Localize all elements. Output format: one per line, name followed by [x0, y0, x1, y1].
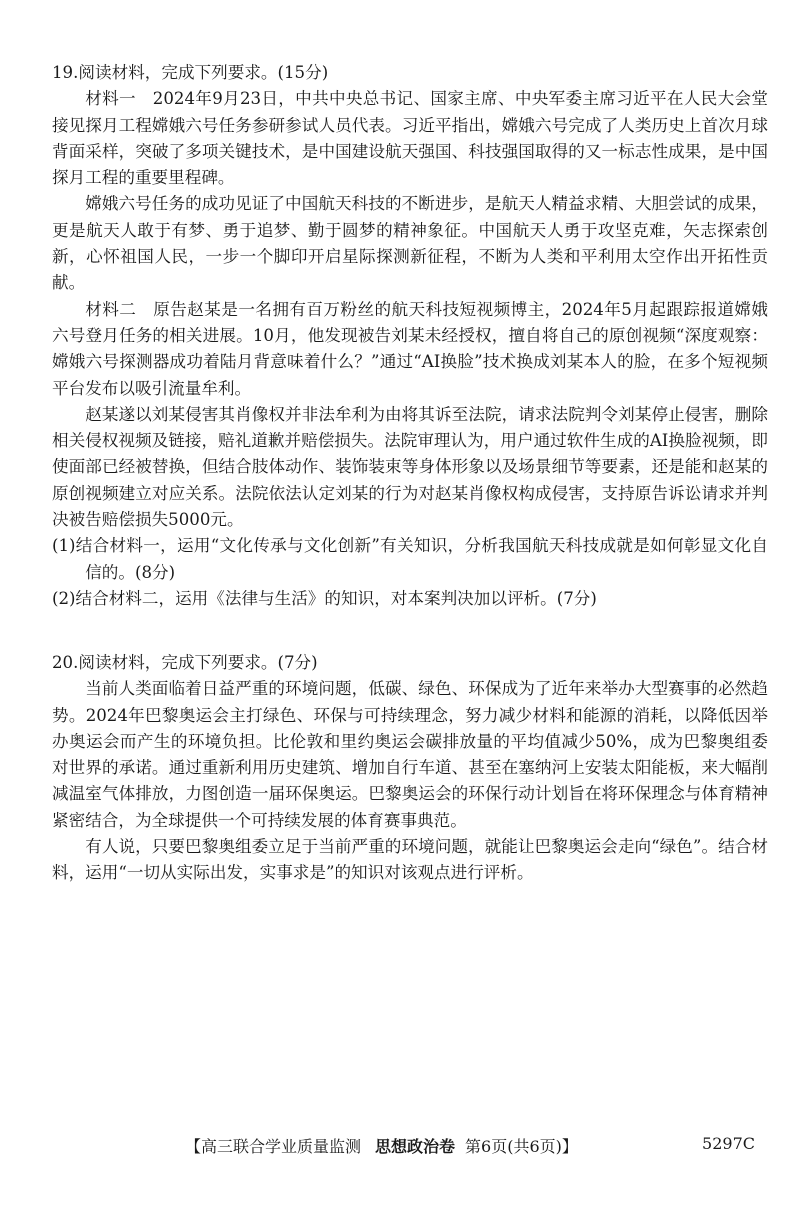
question-20-prompt: 有人说，只要巴黎奥组委立足于当前严重的环境问题，就能让巴黎奥运会走向“绿色”。结合材料，运用“一切从实际出发，实事求是”的知识对该观点进行评析。: [52, 837, 768, 883]
question-19-sub-2: (2)结合材料二，运用《法律与生活》的知识，对本案判决加以评析。(7分): [52, 588, 597, 608]
question-19-sub-1: (1)结合材料一，运用“文化传承与文化创新”有关知识，分析我国航天科技成就是如何彰显文化自信的。(8分): [52, 536, 768, 582]
footer-exam-name: 【高三联合学业质量监测: [185, 1137, 362, 1156]
question-19-title: 19.阅读材料，完成下列要求。(15分): [52, 63, 329, 82]
question-19: [52, 60, 768, 612]
footer-subject: 思想政治卷: [375, 1137, 456, 1156]
question-20-title: 20.阅读材料，完成下列要求。(7分): [52, 653, 318, 672]
material-1-paragraph-2: 嫦娥六号任务的成功见证了中国航天科技的不断进步，是航天人精益求精、大胆尝试的成果，更是航天人敢于有梦、勇于追梦、勤于圆梦的精神象征。中国航天人勇于攻坚克难，矢志探索创新，心怀祖国人民，一步一个脚印开启星际探测新征程，不断为人类和平利用太空作出开拓性贡献。: [52, 194, 768, 293]
footer-title: [185, 1134, 578, 1157]
material-1-paragraph-1: 材料一 2024年9月23日，中共中央总书记、国家主席、中央军委主席习近平在人民大会堂接见探月工程嫦娥六号任务参研参试人员代表。习近平指出，嫦娥六号完成了人类历史上首次月球背面采样，突破了多项关键技术，是中国建设航天强国、科技强国取得的又一标志性成果，是中国探月工程的重要里程碑。: [52, 89, 768, 188]
material-2-paragraph-1: 材料二 原告赵某是一名拥有百万粉丝的航天科技短视频博主，2024年5月起跟踪报道嫦娥六号登月任务的相关进展。10月，他发现被告刘某未经授权，擅自将自己的原创视频“深度观察：嫦娥六号探测器成功着陆月背意味着什么？”通过“AI换脸”技术换成刘某本人的脸，在多个短视频平台发布以吸引流量牟利。: [52, 299, 768, 398]
footer-page-number: 第6页(共6页)】: [465, 1137, 578, 1156]
material-2-paragraph-2: 赵某遂以刘某侵害其肖像权并非法牟利为由将其诉至法院，请求法院判令刘某停止侵害，删除相关侵权视频及链接，赔礼道歉并赔偿损失。法院审理认为，用户通过软件生成的AI换脸视频，即使面部已经被替换，但结合肢体动作、装饰装束等身体形象以及场景细节等要素，还是能和赵某的原创视频建立对应关系。法院依法认定刘某的行为对赵某肖像权构成侵害，支持原告诉讼请求并判决被告赔偿损失5000元。: [52, 404, 768, 530]
page-footer: [0, 1134, 800, 1158]
question-20-material: 当前人类面临着日益严重的环境问题，低碳、绿色、环保成为了近年来举办大型赛事的必然趋势。2024年巴黎奥运会主打绿色、环保与可持续理念，努力减少材料和能源的消耗，以降低因举办奥运会而产生的环境负担。比伦敦和里约奥运会碳排放量的平均值减少50%，成为巴黎奥组委对世界的承诺。通过重新利用历史建筑、增加自行车道、甚至在塞纳河上安装太阳能板，来大幅削减温室气体排放，力图创造一届环保奥运。巴黎奥运会的环保行动计划旨在将环保理念与体育精神紧密结合，为全球提供一个可持续发展的体育赛事典范。: [52, 679, 768, 830]
footer-paper-code: 5297C: [702, 1134, 755, 1153]
question-20: [52, 650, 768, 887]
